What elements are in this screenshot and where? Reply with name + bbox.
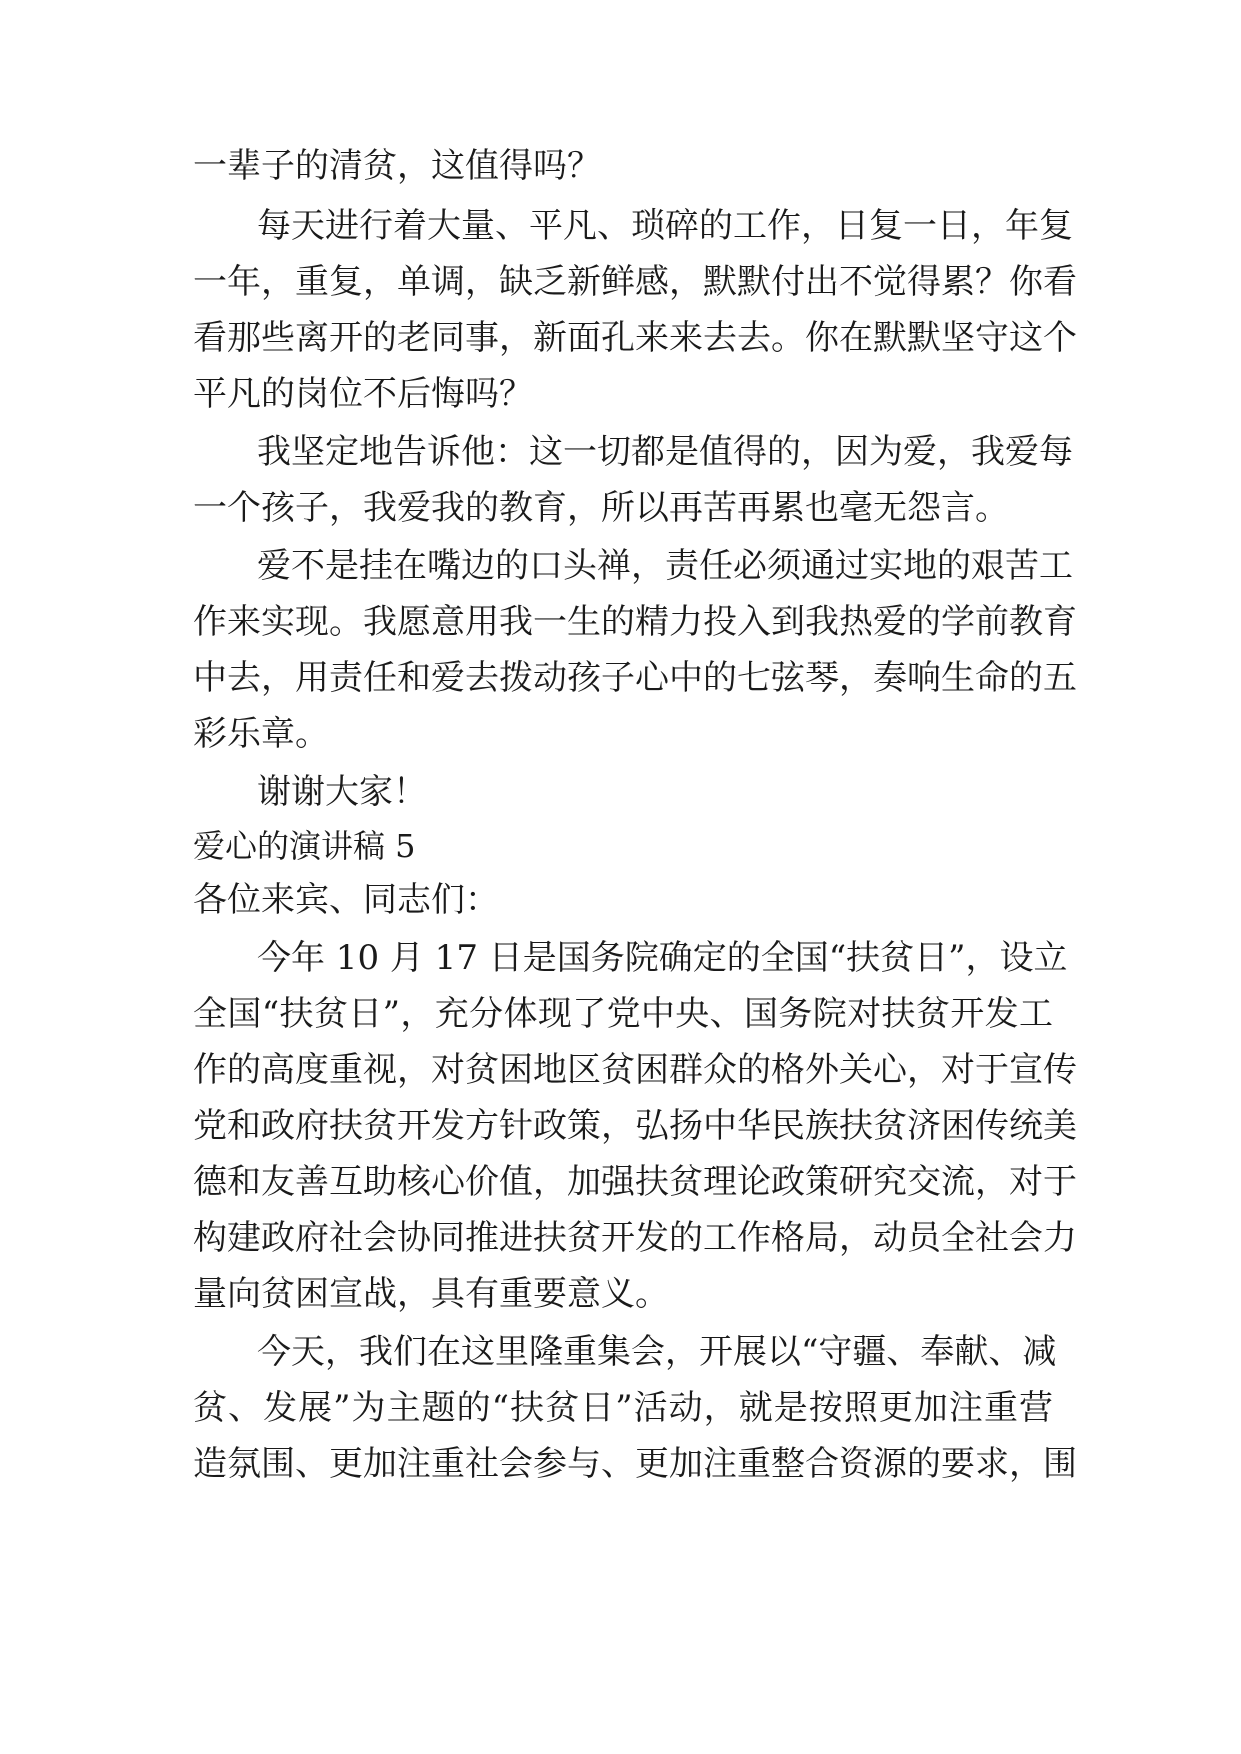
text-line: 今天，我们在这里隆重集会，开展以“守疆、奉献、减 [257, 1332, 1057, 1372]
text-line: 德和友善互助核心价值，加强扶贫理论政策研究交流，对于 [193, 1162, 1077, 1202]
section-title: 爱心的演讲稿 5 [193, 827, 416, 865]
text-line: 量向贫困宣战，具有重要意义。 [193, 1274, 669, 1314]
text-line: 每天进行着大量、平凡、琐碎的工作，日复一日，年复 [257, 206, 1073, 246]
text-line: 看那些离开的老同事，新面孔来来去去。你在默默坚守这个 [193, 318, 1077, 358]
text-line: 全国“扶贫日”，充分体现了党中央、国务院对扶贫开发工 [193, 994, 1053, 1034]
text-line: 一个孩子，我爱我的教育，所以再苦再累也毫无怨言。 [193, 488, 1009, 528]
text-line: 中去，用责任和爱去拨动孩子心中的七弦琴，奏响生命的五 [193, 658, 1077, 698]
text-line: 今年 10 月 17 日是国务院确定的全国“扶贫日”，设立 [257, 938, 1068, 978]
text-line: 党和政府扶贫开发方针政策，弘扬中华民族扶贫济困传统美 [193, 1106, 1077, 1146]
text-line: 平凡的岗位不后悔吗？ [193, 374, 533, 414]
text-line: 构建政府社会协同推进扶贫开发的工作格局，动员全社会力 [193, 1218, 1077, 1258]
text-line: 造氛围、更加注重社会参与、更加注重整合资源的要求，围 [193, 1444, 1077, 1484]
text-line: 一辈子的清贫，这值得吗？ [193, 146, 601, 186]
text-line: 贫、发展”为主题的“扶贫日”活动，就是按照更加注重营 [193, 1388, 1053, 1428]
salutation: 各位来宾、同志们： [193, 880, 499, 920]
text-line: 谢谢大家！ [257, 772, 427, 812]
text-line: 爱不是挂在嘴边的口头禅，责任必须通过实地的艰苦工 [257, 546, 1073, 586]
text-line: 作来实现。我愿意用我一生的精力投入到我热爱的学前教育 [193, 602, 1077, 642]
text-line: 一年，重复，单调，缺乏新鲜感，默默付出不觉得累？你看 [193, 262, 1077, 302]
text-line: 作的高度重视，对贫困地区贫困群众的格外关心，对于宣传 [193, 1050, 1077, 1090]
text-line: 我坚定地告诉他：这一切都是值得的，因为爱，我爱每 [257, 432, 1073, 472]
text-line: 彩乐章。 [193, 714, 329, 754]
